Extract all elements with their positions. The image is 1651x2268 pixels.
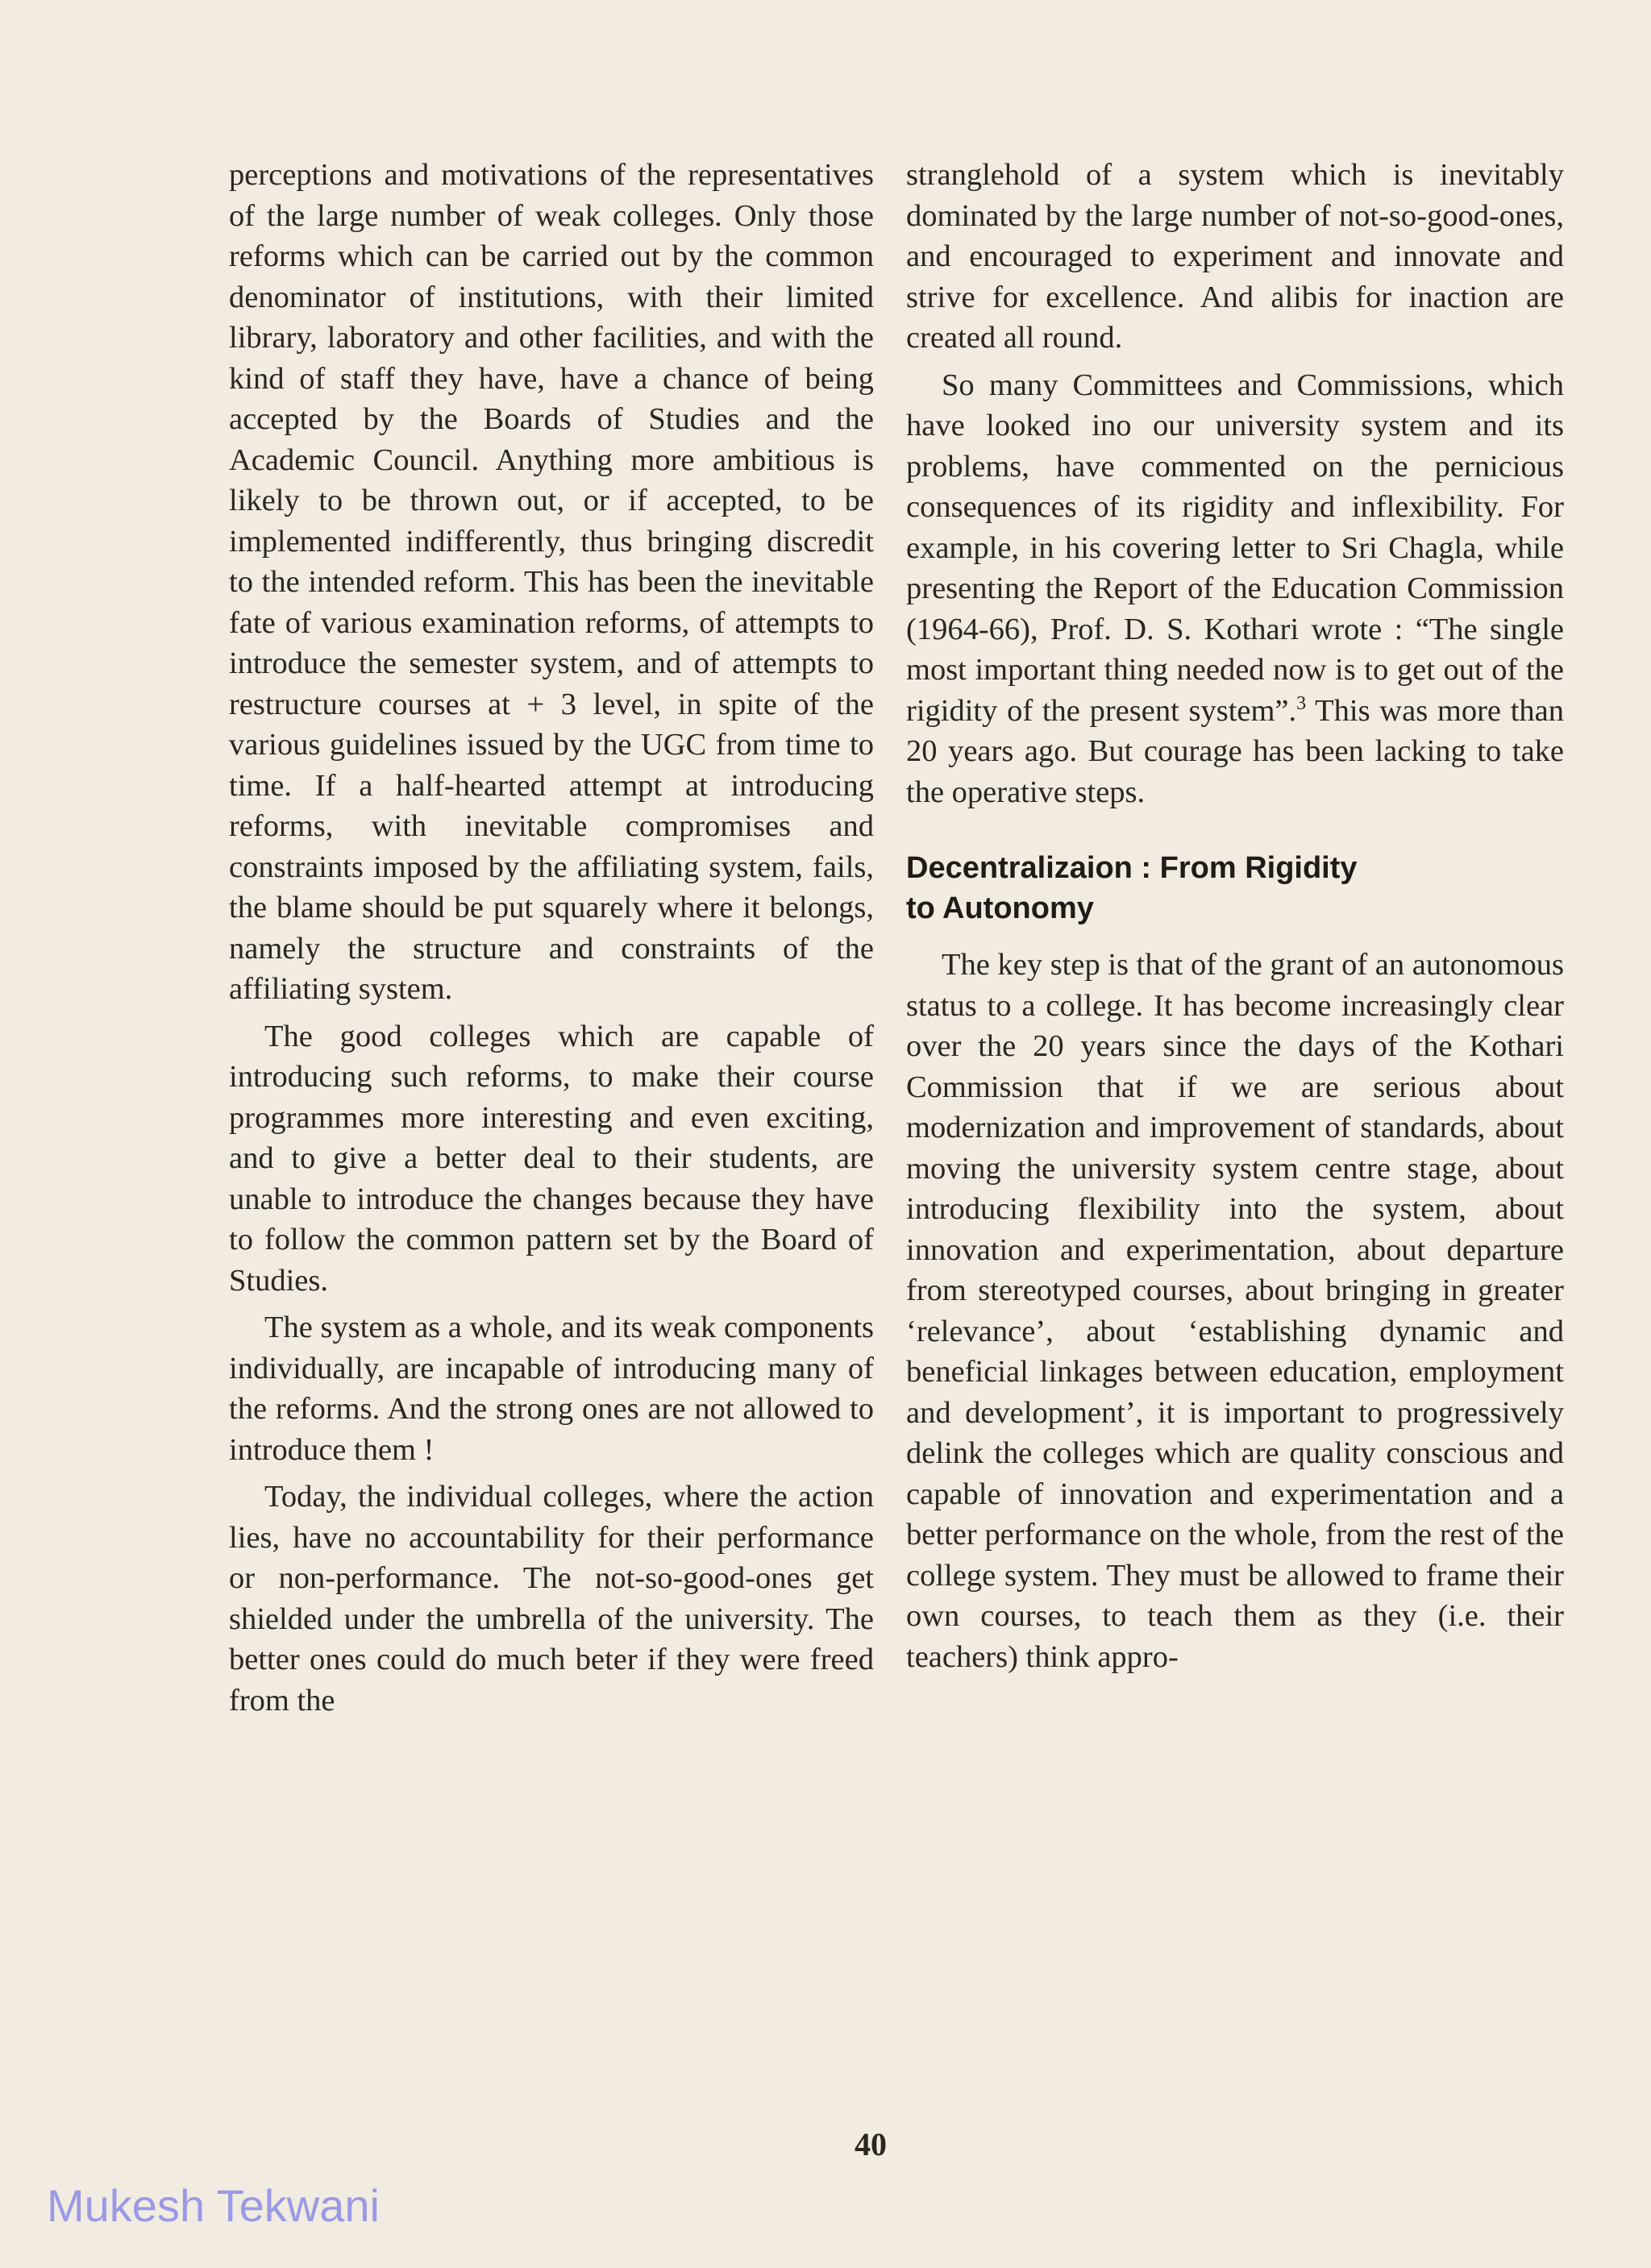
section-heading-line-1: Decentralizaion : From Rigidity [906,851,1358,885]
right-paragraph-1: stranglehold of a system which is inevitably dominated by the large number of not-so-good-ones, and encouraged to experiment and innovate and strive for excellence. And alibis for inaction are created all round. [906,158,1564,355]
right-paragraph-2-text-b: This was more than 20 years ago. But courage has been lacking to take the operative steps. [906,693,1564,809]
right-column [906,155,1564,1684]
right-paragraph-2 [906,365,1564,813]
right-paragraph-3: The key step is that of the grant of an autonomous status to a college. It has become increasingly clear over the 20 years since the days of the Kothari Commission that if we are serious about modernization and improvement of standards, about moving the university system centre stage, about introducing flexibility into the system, about innovation and experimentation, about departure from stereotyped courses, about bringing in greater ‘relevance’, about ‘establishing dynamic and beneficial linkages between education, employment and development’, it is important to progressively delink the colleges which are quality conscious and capable of innovation and experimentation and a better performance on the whole, from the rest of the college system. They must be allowed to frame their own courses, to teach them as they (i.e. their teachers) think appro- [906,948,1564,1674]
footnote-marker: 3 [1296,692,1307,714]
section-heading [906,848,1564,928]
watermark: Mukesh Tekwani [47,2180,380,2231]
left-column [229,155,874,1727]
left-paragraph-2: The good colleges which are capable of introducing such reforms, to make their course programmes more interesting and even exciting, and to give a better deal to their students, are unable to introduce the changes because they have to follow the common pattern set by the Board of Studies. [229,1019,874,1298]
right-paragraph-2-text-a: So many Committees and Commissions, which have looked ino our university system and its problems, have commented on the pernicious consequences of its rigidity and inflexibility. For example, in his covering letter to Sri Chagla, while presenting the Report of the Education Commission (1964-66), Prof. D. S. Kothari wrote : “The single most important thing needed now is to get out of the rigidity of the present system”. [906,368,1564,728]
page-number: 40 [855,2126,887,2162]
left-paragraph-3: The system as a whole, and its weak components individually, are incapable of introducing many of the reforms. And the strong ones are not allowed to introduce them ! [229,1311,874,1467]
section-heading-line-2: to Autonomy [906,891,1094,925]
left-paragraph-4: Today, the individual colleges, where the action lies, have no accountability for their performance or non-performance. The not-so-good-ones get shielded under the umbrella of the university. The better ones could do much beter if they were freed from the [229,1480,874,1718]
left-paragraph-1: perceptions and motivations of the representatives of the large number of weak colleges. Only those reforms which can be carried out by the common denominator of institutions, with their limited library, laboratory and other facilities, and with the kind of staff they have, have a chance of being accepted by the Boards of Studies and the Academic Council. Anything more ambitious is likely to be thrown out, or if accepted, to be implemented indifferently, thus bringing discredit to the intended reform. This has been the inevitable fate of various examination reforms, of attempts to introduce the semester system, and of attempts to restructure courses at + 3 level, in spite of the various guidelines issued by the UGC from time to time. If a half-hearted attempt at introducing reforms, with inevitable compromises and constraints imposed by the affiliating system, fails, the blame should be put squarely where it belongs, namely the structure and constraints of the affiliating system. [229,158,874,1006]
